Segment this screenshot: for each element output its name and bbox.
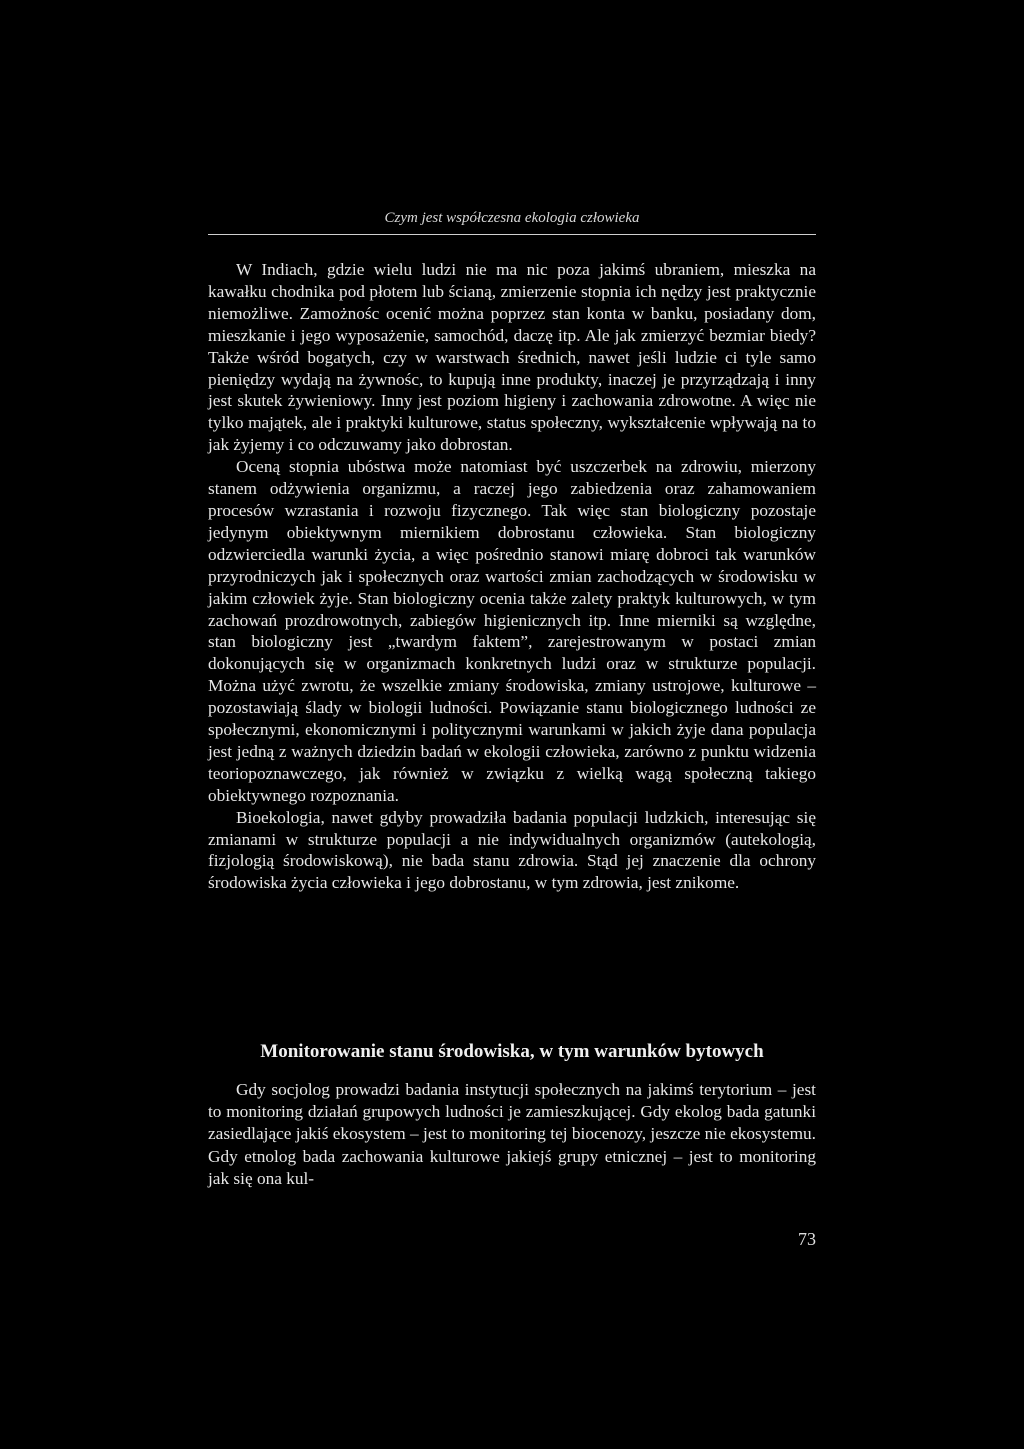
section-heading: Monitorowanie stanu środowiska, w tym warunków bytowych [260,1041,764,1062]
header-rule [208,234,816,235]
section-text [208,1079,816,1190]
page-number: 73 [798,1229,816,1249]
paragraph-2: Oceną stopnia ubóstwa może natomiast być uszczerbek na zdrowiu, mierzony stanem odżywienia organizmu, a raczej jego zabiedzenia oraz zahamowaniem procesów wzrastania i rozwoju fizycznego. Tak więc stan biologiczny pozostaje jedynym obiektywnym miernikiem dobrostanu człowieka. Stan biologiczny odzwierciedla warunki życia, a więc pośrednio stanowi miarę dobroci tak warunków przyrodniczych jak i społecznych oraz wartości zmian zachodzących w środowisku w jakim człowiek żyje. Stan biologiczny ocenia także zalety praktyk kulturowych, w tym zachowań prozdrowotnych, zabiegów higienicznych itp. Inne mierniki są względne, stan biologiczny jest „twardym faktem”, zarejestrowanym w postaci zmian dokonujących się w organizmach konkretnych ludzi oraz w strukturze populacji. Można użyć zwrotu, że wszelkie zmiany środowiska, zmiany ustrojowe, kulturowe – pozostawiają ślady w biologii ludności. Powiązanie stanu biologicznego ludności ze społecznymi, ekonomicznymi i politycznymi warunkami w jakich żyje dana populacja jest jedną z ważnych dziedzin badań w ekologii człowieka, zarówno z punktu widzenia teoriopoznawczego, jak również w związku z wielką wagą społeczną takiego obiektywnego rozpoznania. [208,457,816,805]
paragraph-1: W Indiach, gdzie wielu ludzi nie ma nic poza jakimś ubraniem, mieszka na kawałku chodnika pod płotem lub ścianą, zmierzenie stopnia ich nędzy jest praktycznie niemożliwe. Zamożnośc ocenić można poprzez stan konta w banku, posiadany dom, mieszkanie i jego wyposażenie, samochód, daczę itp. Ale jak zmierzyć bezmiar biedy? Także wśród bogatych, czy w warstwach średnich, nawet jeśli ludzie ci tyle samo pieniędzy wydają na żywnośc, to kupują inne produkty, inaczej je przyrządzają i inny jest skutek żywieniowy. Inny jest poziom higieny i zachowania zdrowotne. A więc nie tylko majątek, ale i praktyki kulturowe, status społeczny, wykształcenie wpływają na to jak żyjemy i co odczuwamy jako dobrostan. [208,260,816,455]
main-text [208,259,816,894]
section-paragraph: Gdy socjolog prowadzi badania instytucji społecznych na jakimś terytorium – jest to monitoring działań grupowych ludności je zamieszkującej. Gdy ekolog bada gatunki zasiedlające jakiś ekosystem – jest to monitoring tej biocenozy, jeszcze nie ekosystemu. Gdy etnolog bada zachowania kulturowe jakiejś grupy etnicznej – jest to monitoring jak się ona kul- [208,1080,816,1188]
paragraph-3: Bioekologia, nawet gdyby prowadziła badania populacji ludzkich, interesując się zmianami w strukturze populacji a nie indywidualnych organizmów (autekologią, fizjologią środowiskową), nie bada stanu zdrowia. Stąd jej znaczenie dla ochrony środowiska życia człowieka i jego dobrostanu, w tym zdrowia, jest znikome. [208,807,816,893]
running-header: Czym jest współczesna ekologia człowieka [384,210,640,226]
